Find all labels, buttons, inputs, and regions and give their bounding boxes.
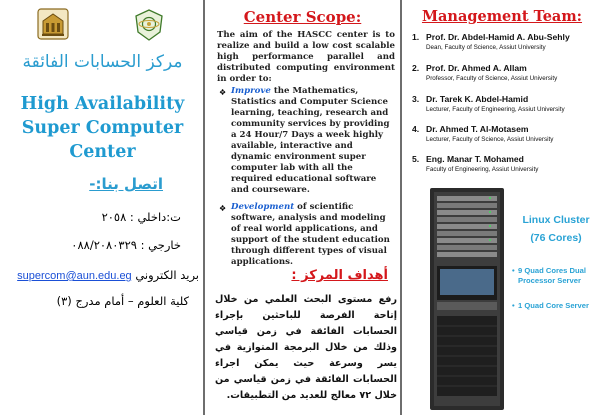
cluster-bullet-text: 1 Quad Core Server bbox=[518, 301, 589, 310]
member-number: 5. bbox=[412, 154, 420, 164]
cluster-title: Linux Cluster bbox=[522, 214, 590, 226]
team-member bbox=[412, 63, 600, 82]
title-line-3: Center bbox=[69, 142, 136, 162]
bullet-icon: ❖ bbox=[219, 204, 227, 213]
aims-text: رفع مستوى البحث العلمي من خلال إتاحة الفرصة للباحثين بإجراء الحسابات الفائقة في زمن قياسي وذلك من خلال البرمجة المتوازية في يسر وسرعة حيث يمكن اجراء الحسابات الفائقة في زمن قياسي من خلال ٧٢ معالج للعديد من التطبيقات. bbox=[215, 294, 397, 401]
email-line bbox=[17, 268, 199, 282]
member-name: Dr. Tarek K. Abdel-Hamid bbox=[426, 94, 529, 104]
member-name: Dr. Ahmed T. Al-Motasem bbox=[426, 124, 529, 134]
contact-heading: اتصل بنا:- bbox=[89, 175, 163, 193]
aims-heading: أهداف المركز : bbox=[291, 268, 388, 283]
member-role: Professor, Faculty of Science, Assiut University bbox=[426, 75, 558, 82]
cluster-bullet bbox=[512, 301, 600, 311]
cluster-bullet bbox=[512, 266, 600, 286]
member-number: 4. bbox=[412, 124, 420, 134]
extension-line: ت:داخلي : ٢٠٥٨ bbox=[101, 210, 181, 224]
scope-bullet-2 bbox=[231, 202, 393, 268]
bullet-dot-icon: • bbox=[512, 301, 515, 310]
team-member bbox=[412, 94, 600, 113]
email-link[interactable]: supercom@aun.edu.eg bbox=[17, 270, 132, 282]
right-panel bbox=[400, 0, 600, 415]
bullet-dot-icon: • bbox=[512, 266, 515, 275]
bullet-keyword: Development bbox=[231, 202, 295, 212]
member-name: Prof. Dr. Abdel-Hamid A. Abu-Sehly bbox=[426, 32, 570, 42]
phone-line: خارجي : ٠٨٨/٢٠٨٠٣٢٩ bbox=[71, 238, 181, 252]
university-logo bbox=[37, 8, 69, 40]
team-heading: Management Team: bbox=[421, 8, 583, 25]
scope-bullet-1 bbox=[231, 86, 393, 196]
email-label: بريد الكتروني bbox=[135, 268, 199, 282]
member-number: 2. bbox=[412, 63, 420, 73]
title-line-2: Super Computer bbox=[21, 118, 184, 138]
member-number: 1. bbox=[412, 32, 420, 42]
bullet-keyword: Improve bbox=[231, 86, 271, 96]
scope-intro: The aim of the HASCC center is to realize and build a low cost scalable high performance parallel and distributed computing environment in order to: bbox=[217, 30, 395, 84]
server-rack-image bbox=[424, 186, 510, 412]
member-name: Eng. Manar T. Mohamed bbox=[426, 154, 524, 164]
team-member bbox=[412, 154, 600, 173]
member-role: Dean, Faculty of Science, Assiut University bbox=[426, 44, 546, 51]
member-number: 3. bbox=[412, 94, 420, 104]
cluster-cores: (76 Cores) bbox=[530, 232, 582, 244]
english-center-title bbox=[0, 92, 205, 164]
bullet-icon: ❖ bbox=[219, 88, 227, 97]
title-line-1: High Availability bbox=[20, 94, 185, 114]
bullet-text: of scientific software, analysis and modeling of real world applications, and support of the student education through different types of visual applications. bbox=[231, 202, 390, 267]
bullet-text: the Mathematics, Statistics and Computer Science learning, teaching, research and community services by providing a 24 Hour/7 Days a week highly available, interactive and dynamic environment super computer lab with all the required educational software and courseware. bbox=[231, 86, 390, 195]
team-member bbox=[412, 32, 600, 51]
member-role: Faculty of Engineering, Assiut University bbox=[426, 166, 539, 173]
member-role: Lecturer, Faculty of Science, Assiut University bbox=[426, 136, 554, 143]
scope-heading: Center Scope: bbox=[243, 8, 362, 26]
address-line: كلية العلوم – أمام مدرج (٣) bbox=[56, 294, 189, 308]
middle-panel bbox=[205, 0, 400, 415]
member-role: Lecturer, Faculty of Engineering, Assiut University bbox=[426, 106, 565, 113]
left-panel bbox=[0, 0, 205, 415]
team-member bbox=[412, 124, 600, 143]
member-name: Prof. Dr. Ahmed A. Allam bbox=[426, 63, 527, 73]
faculty-logo bbox=[133, 8, 165, 42]
cluster-bullet-text: 9 Quad Cores Dual Processor Server bbox=[518, 266, 586, 285]
arabic-center-title: مركز الحسابات الفائقة bbox=[22, 52, 183, 72]
